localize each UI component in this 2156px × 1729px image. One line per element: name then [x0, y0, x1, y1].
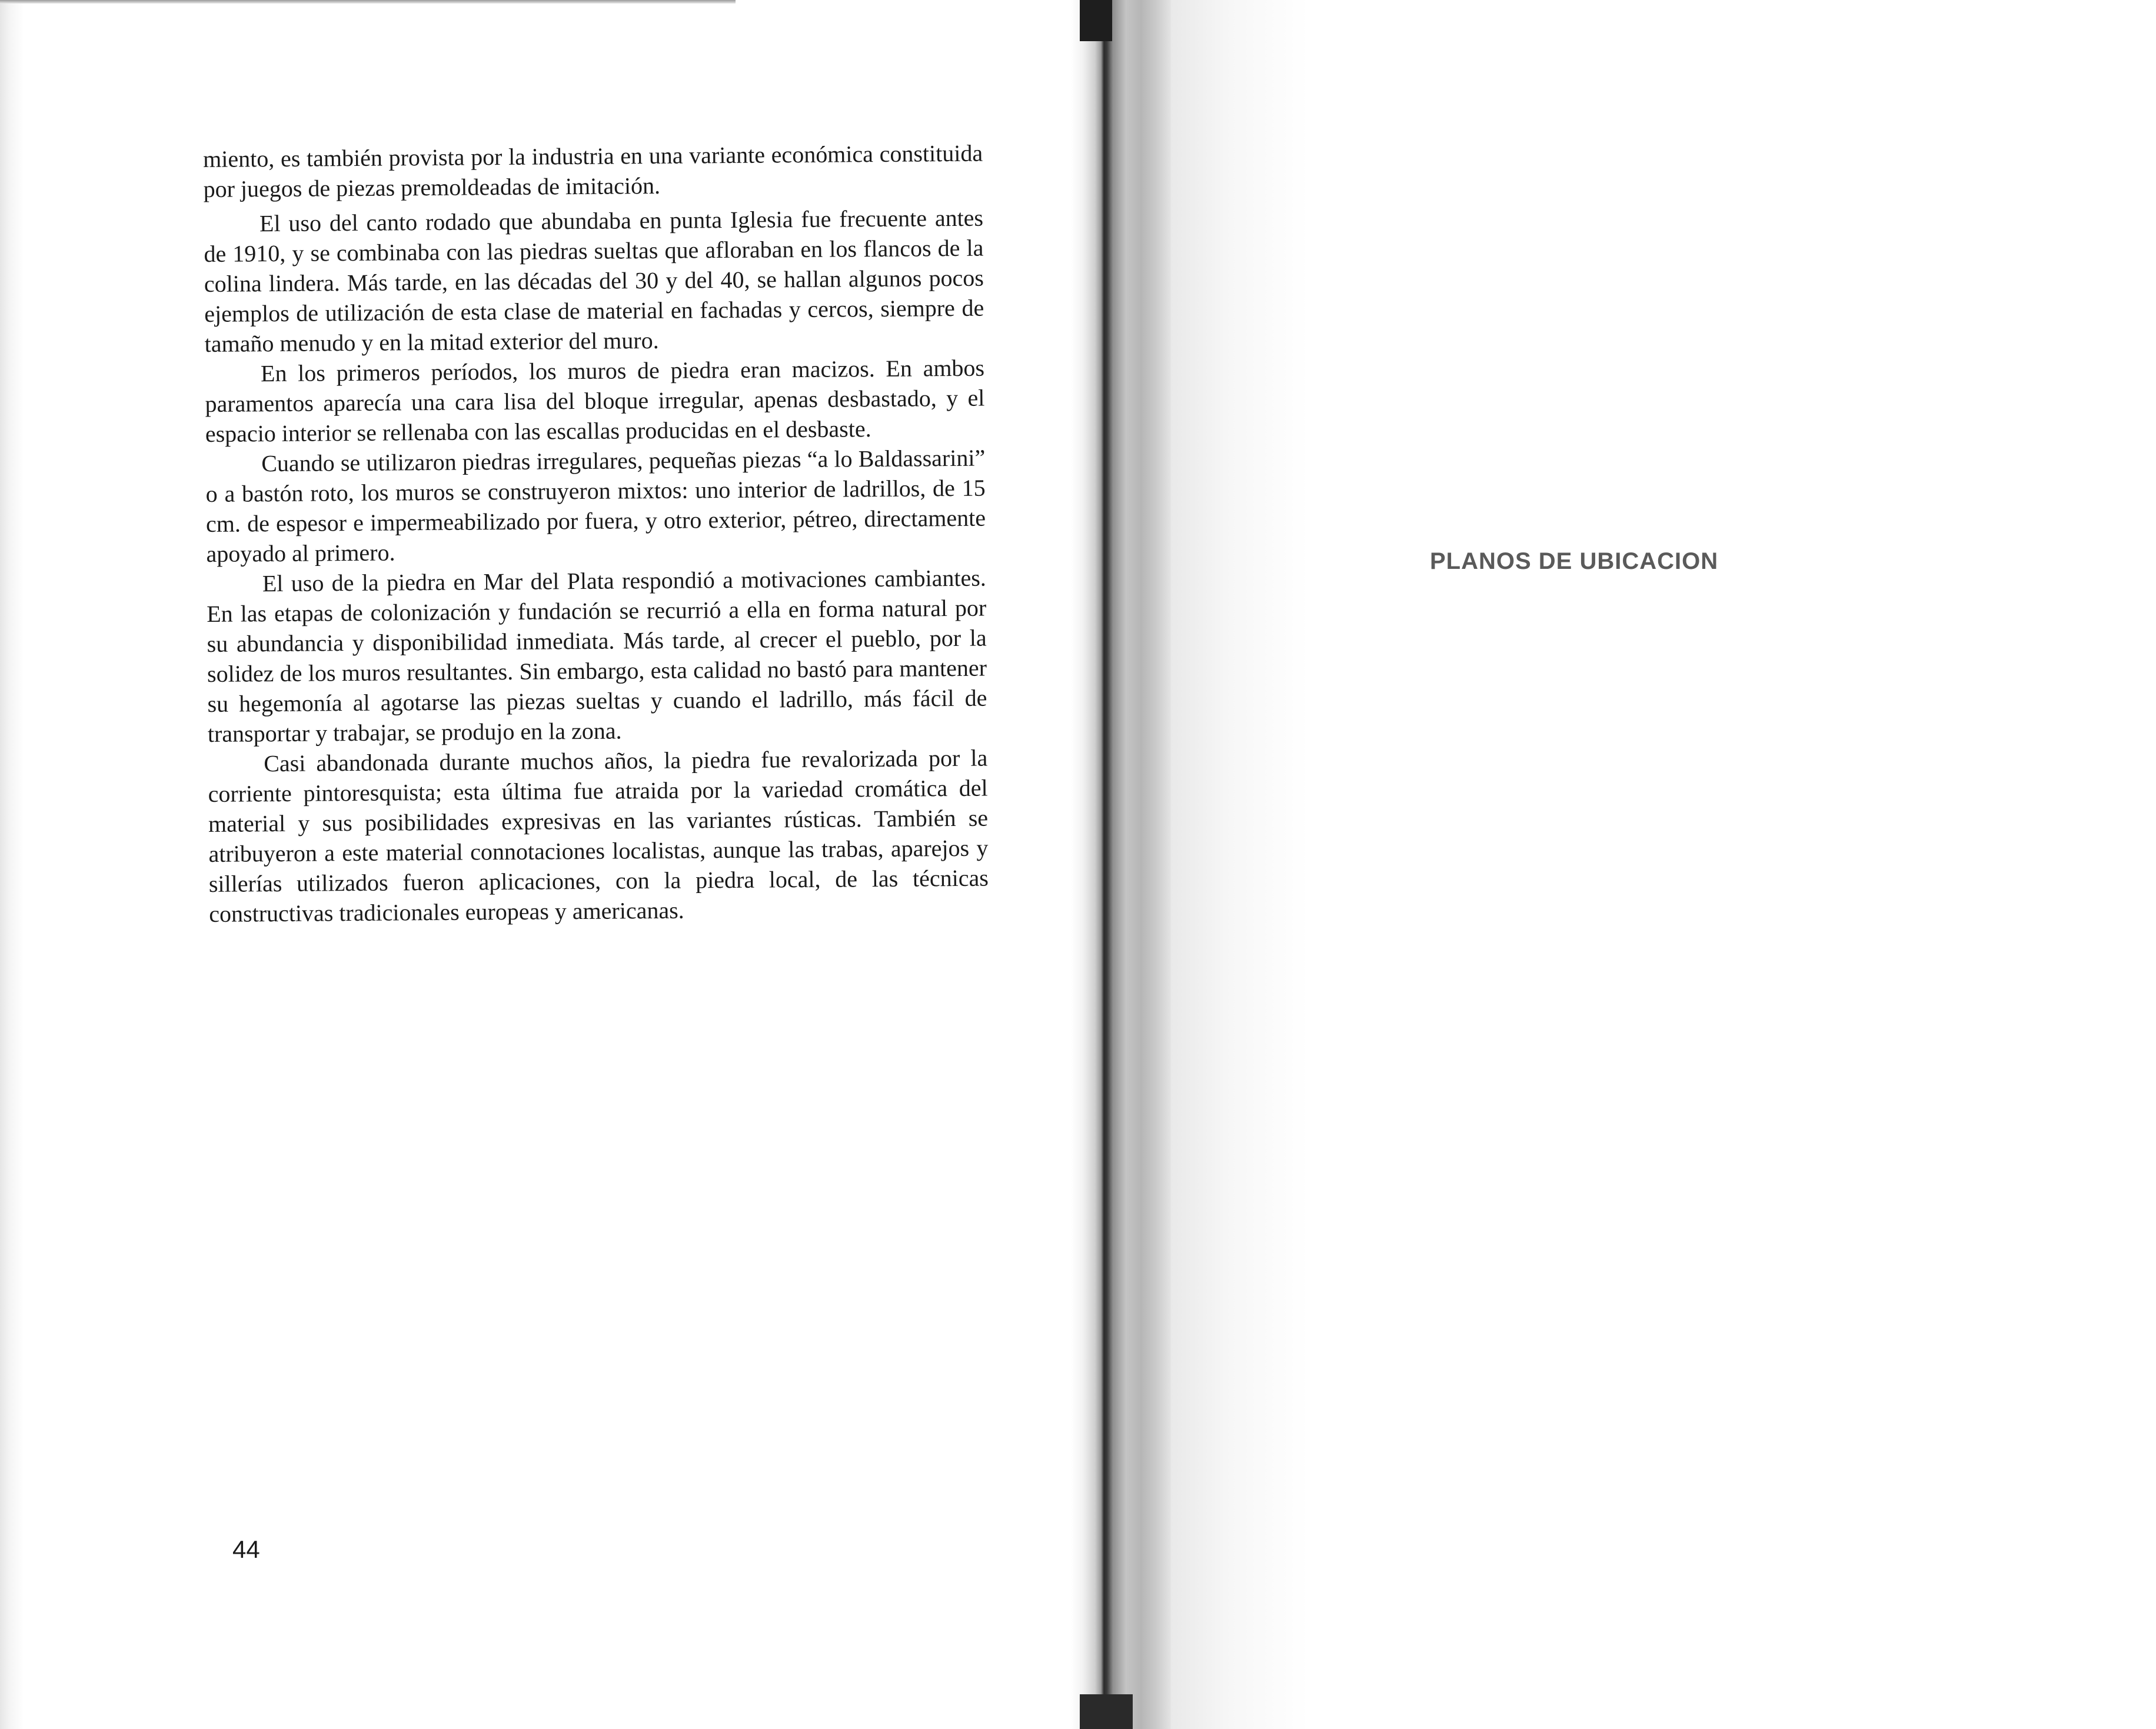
top-edge-rule	[0, 0, 736, 4]
page-number: 44	[232, 1535, 260, 1563]
gutter-shadow-top	[1080, 0, 1112, 41]
paragraph-5: El uso de la piedra en Mar del Plata respondió a motivaciones cambiantes. En las etapas de colonización y fundación se recurrió a ella en forma natural por su abundancia y disponibilidad inmediata. Más tarde, al crecer el pueblo, por la solidez de los muros resultantes. Sin embargo, esta calidad no bastó para mantener su hegemonía al agotarse las piezas sueltas y cuando el ladrillo, más fácil de transportar y trabajar, se produjo en la zona.	[207, 564, 987, 747]
section-heading: PLANOS DE UBICACION	[1430, 548, 1719, 574]
right-page	[1171, 0, 2156, 1729]
scan-edge	[0, 0, 24, 1729]
paragraph-4: Cuando se utilizaron piedras irregulares, pequeñas piezas “a lo Baldassarini” o a bastón roto, los muros se construyeron mixtos: uno interior de ladrillos, de 15 cm. de espesor e impermeabilizado por fuera, y otro exterior, pétreo, directamente apoyado al primero.	[205, 444, 986, 567]
paragraph-3: En los primeros períodos, los muros de piedra eran macizos. En ambos paramentos aparecía una cara lisa del bloque irregular, apenas desbastado, y el espacio interior se rellenaba con las escallas producidas en el desbaste.	[205, 354, 985, 447]
book-gutter	[1071, 0, 1171, 1729]
paragraph-2: El uso del canto rodado que abundaba en punta Iglesia fue frecuente antes de 1910, y se combinaba con las piedras sueltas que afloraban en los flancos de la colina lindera. Más tarde, en las décadas del 30 y del 40, se hallan algunos pocos ejemplos de utilización de esta clase de material en fachadas y cercos, siempre de tamaño menudo y en la mitad exterior del muro.	[204, 204, 984, 357]
paragraph-6: Casi abandonada durante muchos años, la piedra fue revalorizada por la corriente pintoresquista; esta última fue atraida por la variedad cromática del material y sus posibilidades expresivas en las variantes rústicas. También se atribuyeron a este material connotaciones localistas, aunque las trabas, aparejos y sillerías utilizados fueron aplicaciones, con la piedra local, de las técnicas constructivas tradicionales europeas y americanas.	[208, 744, 989, 927]
body-text	[203, 138, 989, 929]
gutter-shadow-bottom	[1080, 1694, 1133, 1729]
paragraph-1: miento, es también provista por la industria en una variante económica constituida por juegos de piezas premoldeadas de imitación.	[203, 139, 983, 202]
